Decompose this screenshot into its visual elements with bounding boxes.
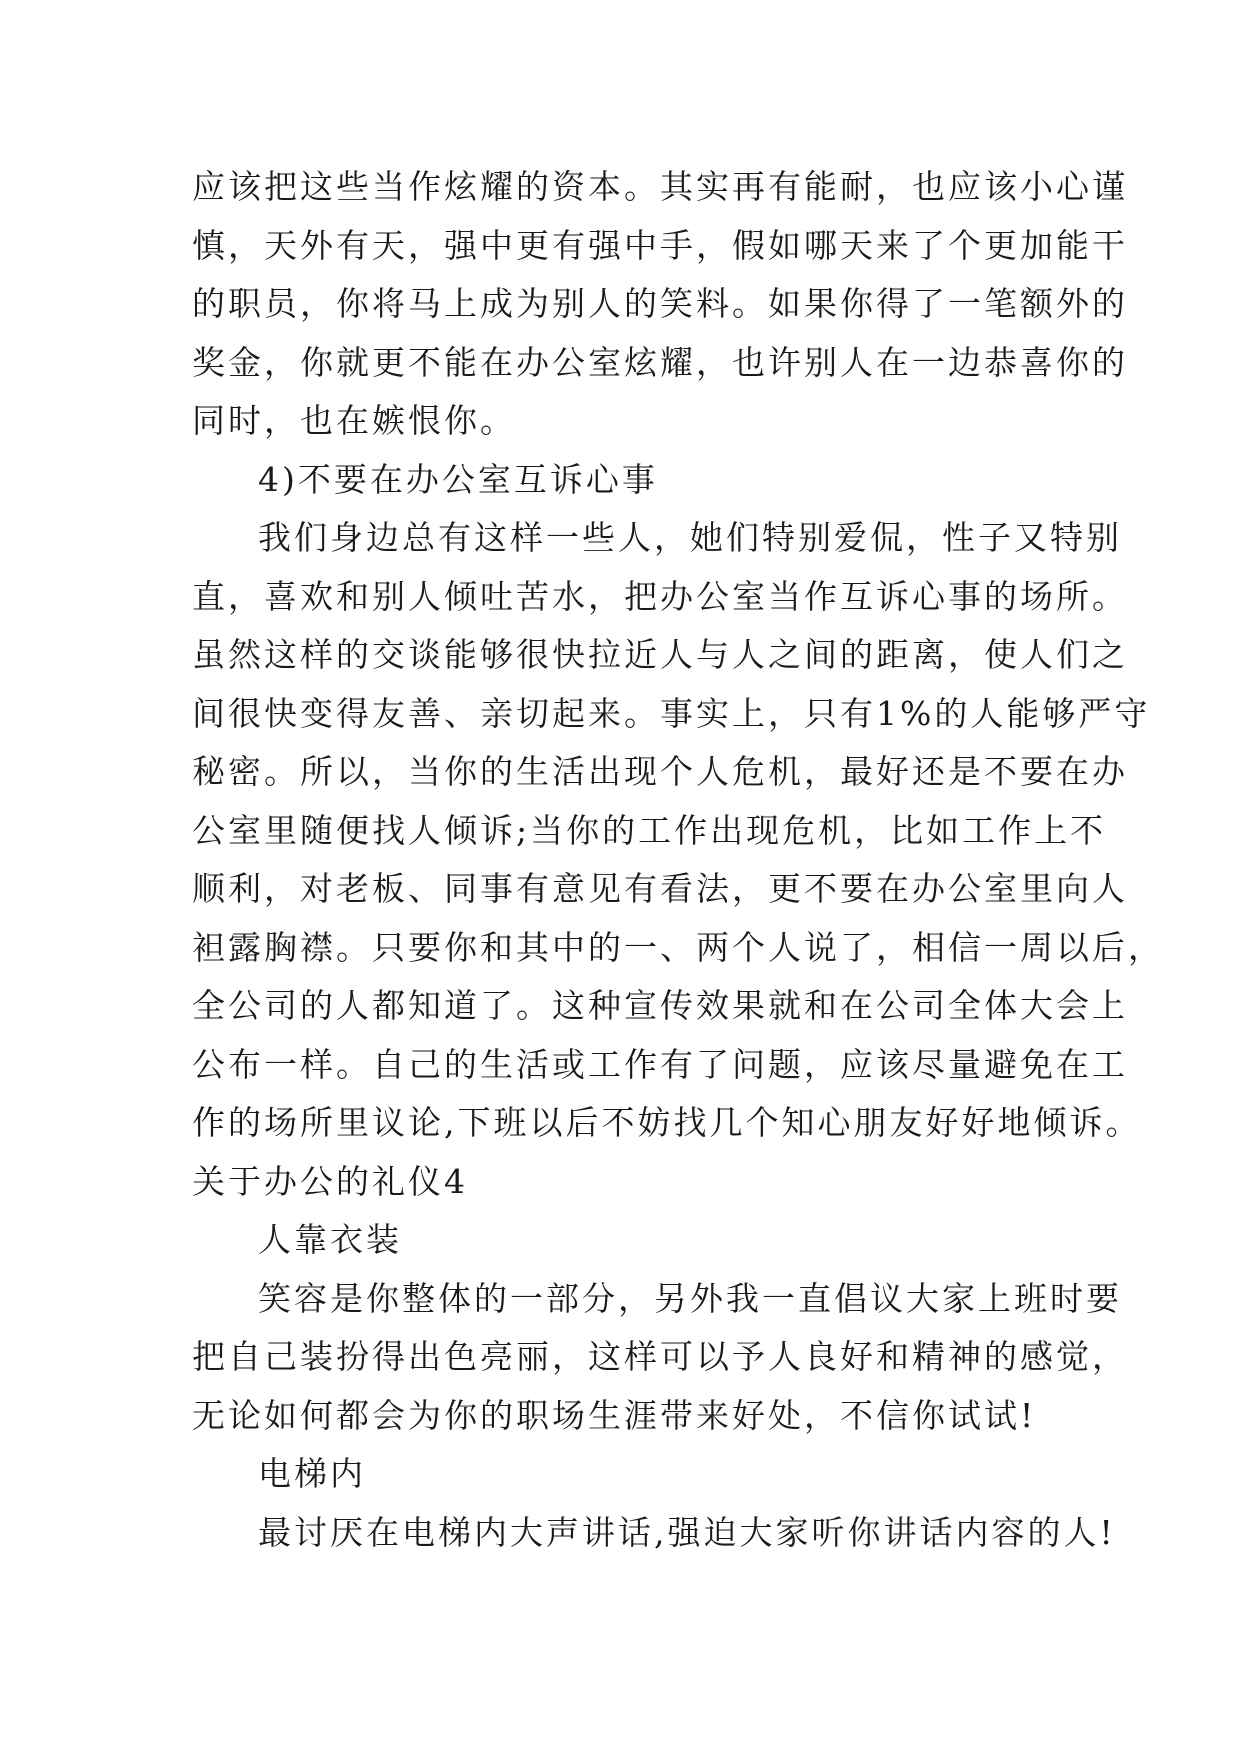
text-line: 人靠衣装 <box>258 1220 402 1259</box>
text-line: 公室里随便找人倾诉;当你的工作出现危机，比如工作上不 <box>192 810 1107 850</box>
text-line: 把自己装扮得出色亮丽，这样可以予人良好和精神的感觉， <box>192 1337 1128 1376</box>
text-line: 的职员，你将马上成为别人的笑料。如果你得了一笔额外的 <box>192 284 1128 323</box>
text-line: 顺利，对老板、同事有意见有看法，更不要在办公室里向人 <box>192 869 1128 908</box>
text-line: 袒露胸襟。只要你和其中的一、两个人说了，相信一周以后， <box>192 927 1164 967</box>
text-line: 全公司的人都知道了。这种宣传效果就和在公司全体大会上 <box>192 986 1128 1025</box>
text-line: 我们身边总有这样一些人，她们特别爱侃，性子又特别 <box>258 518 1122 557</box>
text-line: 同时，也在嫉恨你。 <box>192 401 516 440</box>
text-line: 奖金，你就更不能在办公室炫耀，也许别人在一边恭喜你的 <box>192 342 1128 382</box>
text-line: 间很快变得友善、亲切起来。事实上，只有1%的人能够严守 <box>192 693 1151 733</box>
text-line: 最讨厌在电梯内大声讲话,强迫大家听你讲话内容的人! <box>258 1512 1116 1552</box>
text-line: 应该把这些当作炫耀的资本。其实再有能耐，也应该小心谨 <box>192 167 1128 206</box>
document-body <box>192 158 1164 1562</box>
text-line: 作的场所里议论,下班以后不妨找几个知心朋友好好地倾诉。 <box>192 1103 1142 1142</box>
text-line: 直，喜欢和别人倾吐苦水，把办公室当作互诉心事的场所。 <box>192 576 1128 616</box>
text-line: 无论如何都会为你的职场生涯带来好处，不信你试试! <box>192 1395 1037 1435</box>
text-line: 电梯内 <box>258 1454 366 1493</box>
text-line: 虽然这样的交谈能够很快拉近人与人之间的距离，使人们之 <box>192 635 1128 674</box>
text-line: 笑容是你整体的一部分，另外我一直倡议大家上班时要 <box>258 1278 1122 1318</box>
text-line: 秘密。所以，当你的生活出现个人危机，最好还是不要在办 <box>192 752 1128 791</box>
text-line: 关于办公的礼仪4 <box>192 1161 468 1201</box>
text-line: 公布一样。自己的生活或工作有了问题，应该尽量避免在工 <box>192 1044 1128 1084</box>
text-line: 慎，天外有天，强中更有强中手，假如哪天来了个更加能干 <box>192 225 1128 265</box>
text-line: 4)不要在办公室互诉心事 <box>258 459 658 499</box>
